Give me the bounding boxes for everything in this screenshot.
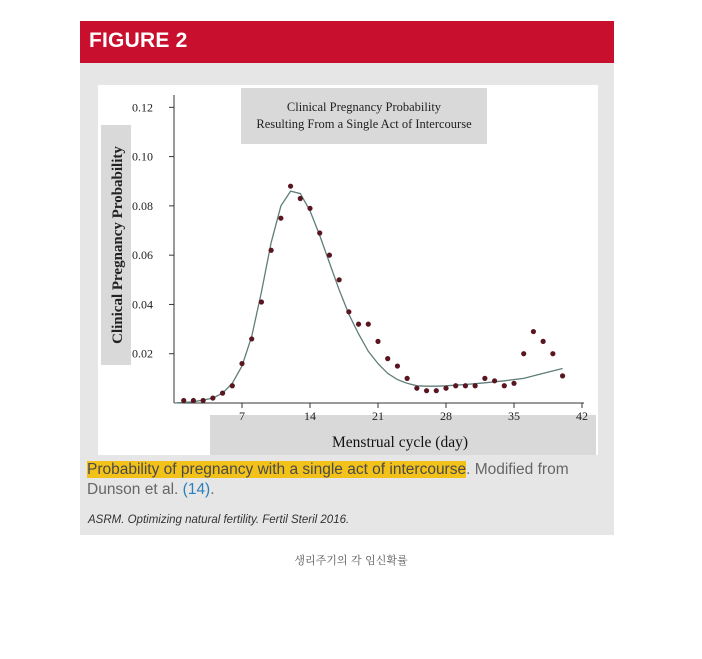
pregnancy-probability-chart: [98, 85, 598, 455]
data-point: [482, 376, 487, 381]
x-tick-label: 42: [576, 409, 588, 423]
data-point: [560, 373, 565, 378]
figure-card: [80, 63, 614, 535]
caption-text: . Modified from Dunson et al.: [87, 461, 569, 498]
y-tick-label: 0.02: [132, 346, 153, 361]
data-point: [385, 356, 390, 361]
data-point: [278, 216, 283, 221]
data-point: [453, 383, 458, 388]
data-point: [405, 376, 410, 381]
x-tick-label: 28: [440, 409, 452, 423]
data-point: [337, 277, 342, 282]
data-point: [327, 253, 332, 258]
caption-end: .: [210, 481, 215, 498]
y-tick-label: 0.12: [132, 100, 153, 115]
caption-highlight: Probability of pregnancy with a single act of intercourse: [87, 461, 467, 478]
data-point: [346, 309, 351, 314]
x-tick-label: 21: [372, 409, 384, 423]
data-point: [424, 388, 429, 393]
x-tick-label: 14: [304, 409, 316, 423]
data-point: [307, 206, 312, 211]
figure-label: FIGURE 2: [89, 29, 188, 52]
data-point: [434, 388, 439, 393]
data-point: [201, 398, 206, 403]
data-point: [239, 361, 244, 366]
data-point: [531, 329, 536, 334]
x-tick-label: 35: [508, 409, 520, 423]
figure-source: ASRM. Optimizing natural fertility. Fertil Steril 2016.: [88, 514, 350, 526]
data-point: [366, 322, 371, 327]
x-tick-label: 7: [239, 409, 245, 423]
data-point: [443, 386, 448, 391]
chart-title-line-2: Resulting From a Single Act of Intercourse: [256, 117, 472, 131]
data-point: [463, 383, 468, 388]
data-point: [191, 398, 196, 403]
chart-title-box: [241, 88, 487, 144]
y-tick-label: 0.04: [132, 297, 153, 312]
fitted-curve: [174, 191, 563, 403]
data-point: [521, 351, 526, 356]
data-point: [473, 383, 478, 388]
data-point: [356, 322, 361, 327]
image-caption: 생리주기의 각 임신확률: [294, 554, 408, 567]
data-point: [210, 395, 215, 400]
figure-caption: [87, 460, 607, 500]
data-point: [259, 299, 264, 304]
y-tick-label: 0.10: [132, 149, 153, 164]
data-point: [502, 383, 507, 388]
chart-title-line-1: Clinical Pregnancy Probability: [286, 100, 442, 114]
figure-banner: [80, 21, 614, 63]
data-point: [317, 230, 322, 235]
data-point: [511, 381, 516, 386]
data-point: [181, 398, 186, 403]
data-point: [375, 339, 380, 344]
data-point: [298, 196, 303, 201]
chart-panel: [98, 85, 598, 455]
data-point: [220, 391, 225, 396]
data-point: [395, 363, 400, 368]
y-tick-label: 0.08: [132, 198, 153, 213]
y-axis-label: Clinical Pregnancy Probability: [110, 146, 126, 344]
x-axis-label: Menstrual cycle (day): [332, 434, 468, 451]
data-point: [414, 386, 419, 391]
data-point: [230, 383, 235, 388]
y-tick-label: 0.06: [132, 248, 153, 263]
data-point: [249, 336, 254, 341]
data-point: [288, 184, 293, 189]
data-point: [541, 339, 546, 344]
data-point: [550, 351, 555, 356]
data-point: [492, 378, 497, 383]
caption-reference-link[interactable]: (14): [182, 481, 211, 498]
data-point: [269, 248, 274, 253]
